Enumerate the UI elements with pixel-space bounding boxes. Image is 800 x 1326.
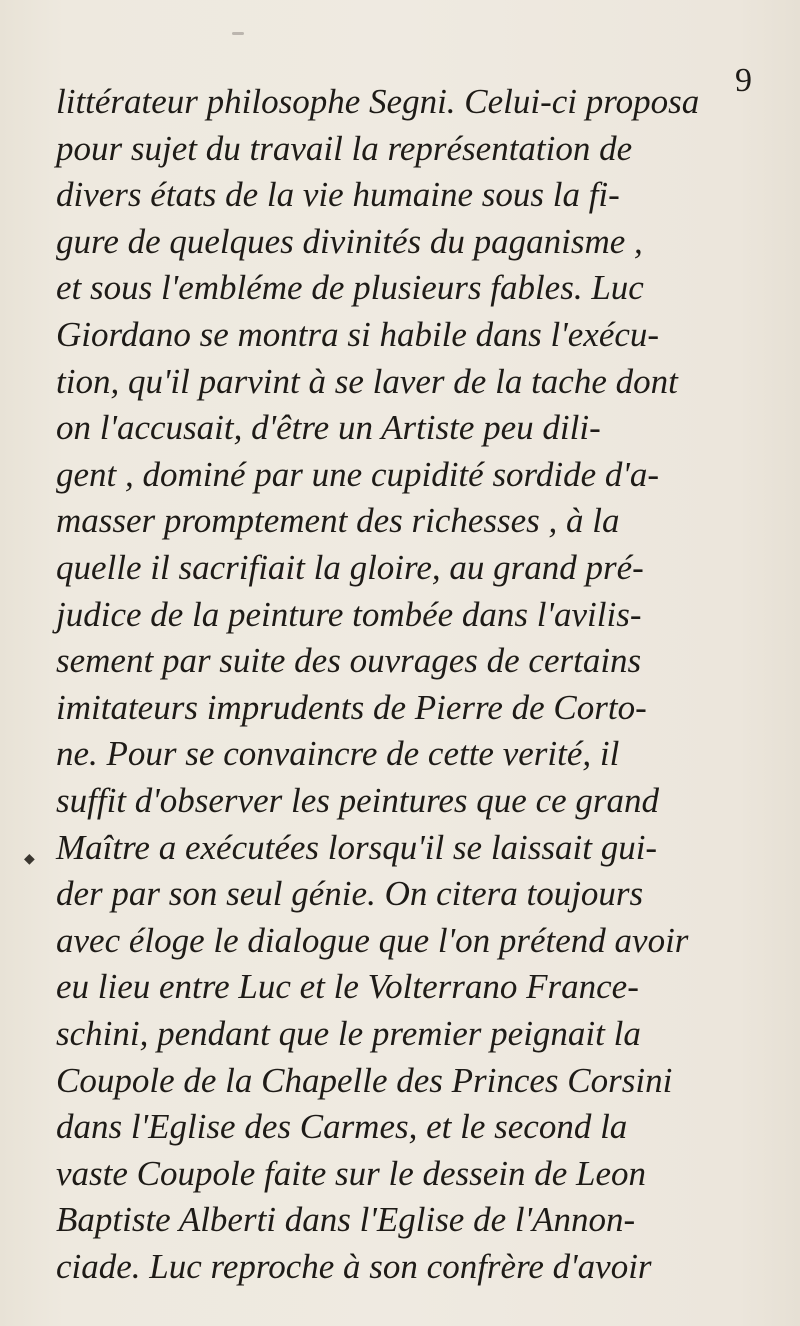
text-line: gent , dominé par une cupidité sordide d'a- — [56, 454, 660, 494]
text-line: pour sujet du travail la représentation de — [56, 128, 633, 168]
text-line: quelle il sacrifiait la gloire, au grand pré- — [56, 548, 644, 587]
text-line: Baptiste Alberti dans l'Eglise de l'Annon- — [56, 1200, 636, 1240]
text-line: vaste Coupole faite sur le dessein de Leon — [56, 1153, 647, 1193]
text-line: judice de la peinture tombée dans l'avilis- — [56, 594, 642, 634]
page-number: 9 — [735, 62, 752, 99]
text-line: dans l'Eglise des Carmes, et le second la — [56, 1107, 628, 1147]
text-line: Maître a exécutées lorsqu'il se laissait gui- — [56, 827, 658, 867]
text-line: tion, qu'il parvint à se laver de la tache dont — [56, 361, 678, 401]
margin-mark: ◆ — [24, 851, 35, 867]
text-line: Coupole de la Chapelle des Princes Corsini — [56, 1060, 673, 1100]
text-line: et sous l'embléme de plusieurs fables. Luc — [56, 268, 644, 308]
text-line: sement par suite des ouvrages de certains — [56, 641, 642, 681]
text-line: gure de quelques divinités du paganisme , — [56, 221, 643, 261]
text-line: der par son seul génie. On citera toujours — [56, 874, 644, 914]
text-line: suffit d'observer les peintures que ce grand — [56, 781, 660, 820]
text-line: eu lieu entre Luc et le Volterrano France- — [56, 967, 639, 1007]
text-line: masser promptement des richesses , à la — [56, 501, 620, 541]
text-line: ciade. Luc reproche à son confrère d'avoir — [56, 1247, 652, 1286]
text-line: on l'accusait, d'être un Artiste peu dili- — [56, 408, 601, 448]
text-line: littérateur philosophe Segni. Celui-ci proposa — [56, 82, 700, 121]
text-line: avec éloge le dialogue que l'on prétend avoir — [56, 920, 689, 960]
text-line: Giordano se montra si habile dans l'exécu- — [56, 315, 660, 354]
text-line: ne. Pour se convaincre de cette verité, il — [56, 734, 620, 774]
text-line: imitateurs imprudents de Pierre de Corto- — [56, 687, 647, 727]
text-line: divers états de la vie humaine sous la fi- — [56, 175, 620, 215]
text-line: schini, pendant que le premier peignait la — [56, 1014, 641, 1053]
